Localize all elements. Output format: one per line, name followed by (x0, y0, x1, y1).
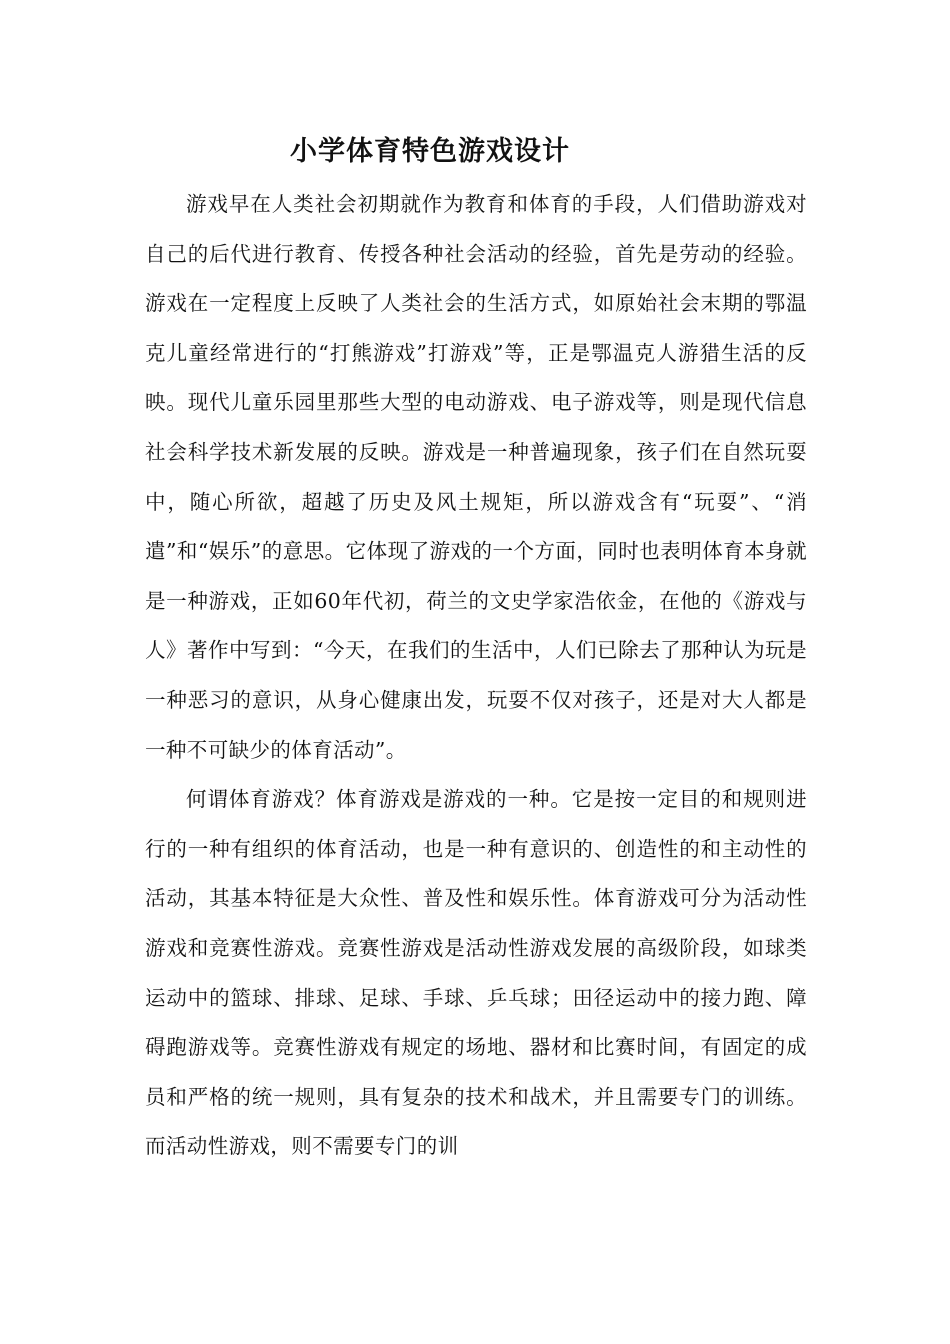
document-title: 小学体育特色游戏设计 (290, 136, 570, 167)
document-body (145, 180, 807, 1172)
paragraph-1: 游戏早在人类社会初期就作为教育和体育的手段，人们借助游戏对自己的后代进行教育、传授各种社会活动的经验，首先是劳动的经验。游戏在一定程度上反映了人类社会的生活方式，如原始社会末期的鄂温克儿童经常进行的“打熊游戏”打游戏”等，正是鄂温克人游猎生活的反映。现代儿童乐园里那些大型的电动游戏、电子游戏等，则是现代信息社会科学技术新发展的反映。游戏是一种普遍现象，孩子们在自然玩耍中，随心所欲，超越了历史及风土规矩，所以游戏含有“玩耍”、“消遣”和“娱乐”的意思。它体现了游戏的一个方面，同时也表明体育本身就是一种游戏，正如60年代初，荷兰的文史学家浩依金，在他的《游戏与人》著作中写到：“今天，在我们的生活中，人们已除去了那种认为玩是一种恶习的意识，从身心健康出发，玩耍不仅对孩子，还是对大人都是一种不可缺少的体育活动”。 (145, 192, 807, 762)
paragraph-2: 何谓体育游戏？体育游戏是游戏的一种。它是按一定目的和规则进行的一种有组织的体育活动，也是一种有意识的、创造性的和主动性的活动，其基本特征是大众性、普及性和娱乐性。体育游戏可分为活动性游戏和竞赛性游戏。竞赛性游戏是活动性游戏发展的高级阶段，如球类运动中的篮球、排球、足球、手球、乒乓球；田径运动中的接力跑、障碍跑游戏等。竞赛性游戏有规定的场地、器材和比赛时间，有固定的成员和严格的统一规则，具有复杂的技术和战术，并且需要专门的训练。而活动性游戏，则不需要专门的训 (145, 787, 807, 1159)
